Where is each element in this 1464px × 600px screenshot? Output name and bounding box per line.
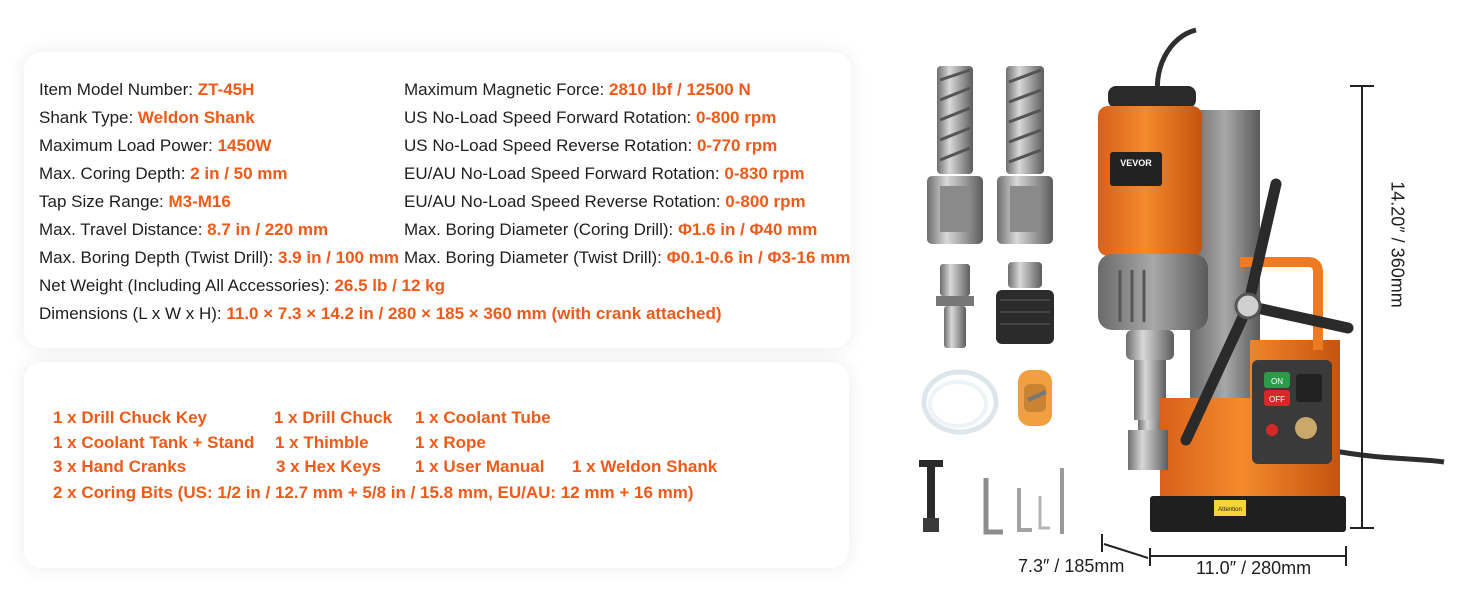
package-contents-card — [24, 362, 849, 568]
off-button-label: OFF — [1269, 395, 1285, 404]
on-button-label: ON — [1271, 377, 1283, 386]
spec-boring-depth: Max. Boring Depth (Twist Drill): 3.9 in / 100 mm — [39, 248, 399, 267]
rope-icon — [1018, 370, 1052, 426]
spec-eu-forward: EU/AU No-Load Speed Forward Rotation: 0-830 rpm — [404, 164, 805, 183]
package-item: 1 x Weldon Shank — [572, 457, 718, 476]
spec-tap-size: Tap Size Range: M3-M16 — [39, 192, 231, 211]
dimension-height: 14.20″ / 360mm — [1387, 181, 1408, 308]
warning-label: Attention — [1218, 507, 1242, 513]
chuck-key-icon — [919, 460, 943, 532]
dimension-length: 11.0″ / 280mm — [1196, 558, 1312, 578]
spec-coring-depth: Max. Coring Depth: 2 in / 50 mm — [39, 164, 288, 183]
power-cord — [1330, 450, 1444, 462]
spec-dimensions: Dimensions (L x W x H): 11.0 × 7.3 × 14.2 in / 280 × 185 × 360 mm (with crank attached) — [39, 304, 722, 323]
drill-chuck-icon — [996, 262, 1054, 344]
spec-us-forward: US No-Load Speed Forward Rotation: 0-800 rpm — [404, 108, 777, 127]
spec-eu-reverse: EU/AU No-Load Speed Reverse Rotation: 0-800 rpm — [404, 192, 806, 211]
package-item-coring-bits: 2 x Coring Bits (US: 1/2 in / 12.7 mm + 5/8 in / 15.8 mm, EU/AU: 12 mm + 16 mm) — [53, 483, 694, 502]
package-item: 1 x Coolant Tube — [415, 408, 551, 427]
package-item: 3 x Hand Cranks — [53, 457, 187, 476]
dimension-width: 7.3″ / 185mm — [1018, 556, 1125, 576]
coring-bit-icon — [927, 66, 983, 244]
specifications-card — [24, 52, 851, 348]
package-item: 1 x Drill Chuck Key — [53, 408, 208, 427]
magnetic-drill-icon — [1098, 86, 1348, 532]
hex-keys-icon — [986, 468, 1064, 534]
package-item: 1 x Rope — [415, 433, 486, 452]
spec-load-power: Maximum Load Power: 1450W — [39, 136, 272, 155]
spec-travel-distance: Max. Travel Distance: 8.7 in / 220 mm — [39, 220, 329, 239]
package-item: 1 x Thimble — [275, 433, 369, 452]
spec-shank-type: Shank Type: Weldon Shank — [39, 108, 255, 127]
product-illustration — [860, 20, 1464, 600]
spec-boring-diameter-coring: Max. Boring Diameter (Coring Drill): Φ1.6 in / Φ40 mm — [404, 220, 818, 239]
brand-label: VEVOR — [1120, 158, 1152, 168]
coring-bit-icon — [997, 66, 1053, 244]
spec-us-reverse: US No-Load Speed Reverse Rotation: 0-770 rpm — [404, 136, 778, 155]
package-item: 1 x User Manual — [415, 457, 545, 476]
package-item: 1 x Coolant Tank + Stand — [53, 433, 255, 452]
thimble-icon — [936, 264, 974, 348]
coolant-tube-icon — [924, 372, 996, 432]
package-item: 1 x Drill Chuck — [274, 408, 393, 427]
spec-model: Item Model Number: ZT-45H — [39, 80, 255, 99]
spec-magnetic-force: Maximum Magnetic Force: 2810 lbf / 12500 N — [404, 80, 751, 99]
spec-net-weight: Net Weight (Including All Accessories): 26.5 lb / 12 kg — [39, 276, 445, 295]
package-item: 3 x Hex Keys — [276, 457, 381, 476]
spec-boring-diameter-twist: Max. Boring Diameter (Twist Drill): Φ0.1-0.6 in / Φ3-16 mm — [404, 248, 851, 267]
